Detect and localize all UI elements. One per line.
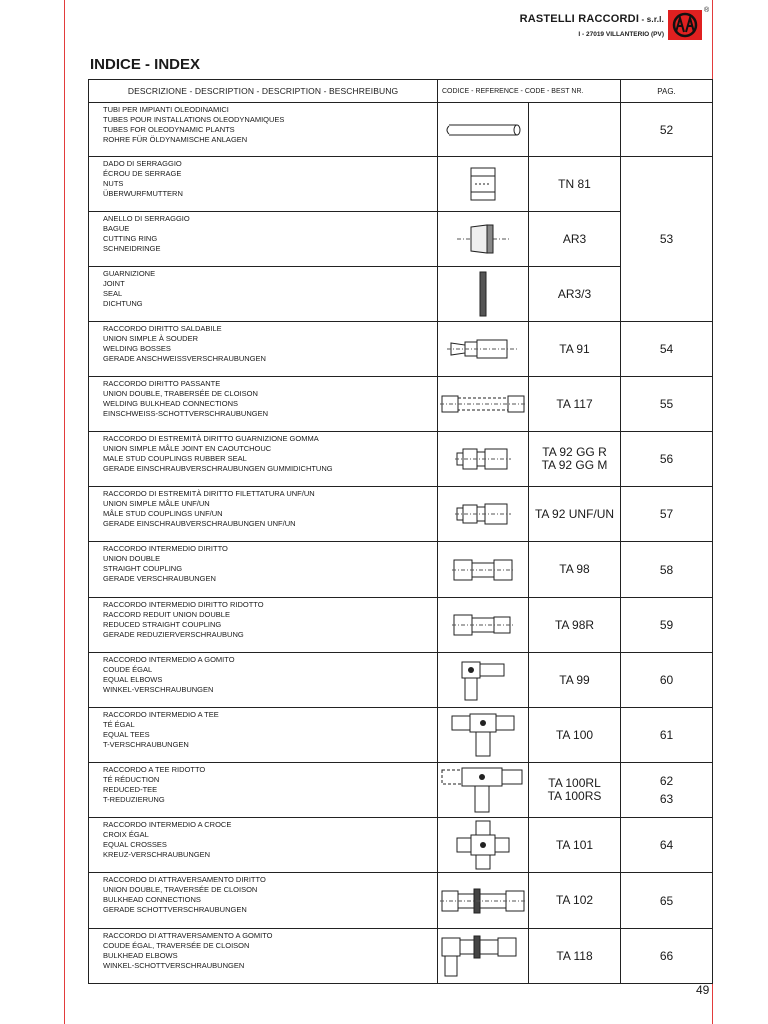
code-cell	[529, 103, 621, 157]
description-line: REDUCED-TEE	[103, 785, 158, 794]
table-row	[89, 487, 713, 542]
code-cell	[529, 598, 621, 653]
company-header	[520, 13, 664, 38]
description-cell	[89, 598, 438, 653]
company-logo-icon	[668, 10, 702, 40]
code-cell	[529, 157, 621, 212]
reference-header: CODICE - REFERENCE - CODE - BEST NR.	[438, 80, 621, 103]
page-cell	[621, 103, 713, 157]
page-cell	[621, 818, 713, 873]
description-cell	[89, 929, 438, 984]
description-line: RACCORDO INTERMEDIO DIRITTO RIDOTTO	[103, 600, 264, 609]
page-number: 49	[696, 983, 710, 997]
description-cell	[89, 267, 438, 322]
description-line: COUDE ÉGAL	[103, 665, 153, 674]
table-row	[89, 818, 713, 873]
description-line: WELDING BULKHEAD CONNECTIONS	[103, 399, 239, 408]
company-name-text: RASTELLI RACCORDI	[519, 13, 640, 25]
page-cell	[621, 873, 713, 929]
nut-icon	[438, 162, 528, 206]
description-line: RACCORDO A TEE RIDOTTO	[103, 765, 206, 774]
page-value: 65	[659, 893, 674, 908]
description-line: WINKEL-SCHOTTVERSCHRAUBUNGEN	[103, 961, 245, 970]
index-table	[88, 79, 713, 984]
description-cell	[89, 103, 438, 157]
description-line: MÂLE STUD COUPLINGS UNF/UN	[103, 509, 223, 518]
description-line: RACCORDO DI ATTRAVERSAMENTO A GOMITO	[103, 931, 273, 940]
page-value: 58	[659, 562, 674, 577]
code-cell	[529, 873, 621, 929]
welding-boss-icon	[438, 331, 528, 367]
code-value: TA 99	[559, 672, 590, 687]
code-cell	[529, 929, 621, 984]
page-value: 66	[659, 949, 674, 963]
bulkhead-icon	[438, 883, 528, 919]
description-line: WELDING BOSSES	[103, 344, 171, 353]
page-cell	[621, 929, 713, 984]
code-value: TA 98	[559, 562, 590, 576]
description-cell	[89, 487, 438, 542]
description-line: ROHRE FÜR ÖLDYNAMISCHE ANLAGEN	[103, 135, 248, 144]
description-line: GERADE VERSCHRAUBUNGEN	[103, 574, 216, 583]
description-line: UNION DOUBLE, TRAVERSÉE DE CLOISON	[103, 885, 258, 894]
code-value: TA 102	[555, 893, 594, 907]
code-cell	[529, 708, 621, 763]
description-cell	[89, 432, 438, 487]
description-line: T-VERSCHRAUBUNGEN	[103, 740, 189, 749]
drawing-cell	[438, 267, 529, 322]
straight-coupling-icon	[438, 553, 528, 587]
code-value: TN 81	[558, 176, 591, 191]
code-cell	[529, 432, 621, 487]
description-line: RACCORDO DI ESTREMITÀ DIRITTO GUARNIZIONE GOMMA	[103, 434, 319, 443]
table-row	[89, 212, 713, 267]
table-row	[89, 708, 713, 763]
page-cell	[621, 763, 713, 818]
description-line: EQUAL TEES	[103, 730, 150, 739]
page-cell	[621, 542, 713, 598]
table-row	[89, 653, 713, 708]
drawing-cell	[438, 708, 529, 763]
description-line: RACCORDO INTERMEDIO A TEE	[103, 710, 219, 719]
description-line: GERADE EINSCHRAUBVERSCHRAUBUNGEN UNF/UN	[103, 519, 296, 528]
page-cell	[621, 432, 713, 487]
page-cell	[621, 377, 713, 432]
page-value: 52	[659, 122, 674, 137]
description-line: TUBES POUR INSTALLATIONS OLEODYNAMIQUES	[103, 115, 285, 124]
description-cell	[89, 763, 438, 818]
cutting-ring-icon	[438, 217, 528, 261]
company-suffix: - s.r.l.	[639, 15, 664, 24]
description-cell	[89, 708, 438, 763]
drawing-cell	[438, 818, 529, 873]
description-line: TUBES FOR OLEODYNAMIC PLANTS	[103, 125, 235, 134]
male-stud-rubber-icon	[438, 443, 528, 475]
code-cell	[529, 818, 621, 873]
description-cell	[89, 212, 438, 267]
code-cell	[529, 267, 621, 322]
code-cell	[529, 653, 621, 708]
page-cell	[621, 653, 713, 708]
table-row	[89, 377, 713, 432]
page-value: 61	[659, 728, 674, 742]
description-line: KREUZ-VERSCHRAUBUNGEN	[103, 850, 211, 859]
description-line: RACCORDO DIRITTO PASSANTE	[103, 379, 221, 388]
description-line: RACCORDO DI ESTREMITÀ DIRITTO FILETTATURA UNF/UN	[103, 489, 315, 498]
drawing-cell	[438, 487, 529, 542]
cross-icon	[438, 819, 528, 871]
description-line: RACCORDO DI ATTRAVERSAMENTO DIRITTO	[103, 875, 266, 884]
description-line: GUARNIZIONE	[103, 269, 156, 278]
code-value: TA 92 GG M	[541, 458, 608, 472]
description-line: REDUCED STRAIGHT COUPLING	[103, 620, 222, 629]
code-cell	[529, 487, 621, 542]
code-value: TA 91	[559, 341, 590, 356]
description-line: COUDE ÉGAL, TRAVERSÉE DE CLOISON	[103, 941, 250, 950]
description-line: UNION DOUBLE	[103, 554, 161, 563]
table-row	[89, 432, 713, 487]
company-address: I - 27019 VILLANTERIO (PV)	[578, 31, 664, 38]
code-value: TA 118	[556, 948, 593, 963]
description-cell	[89, 873, 438, 929]
description-line: WINKEL-VERSCHRAUBUNGEN	[103, 685, 214, 694]
page-value: 57	[659, 507, 674, 521]
code-value: TA 98R	[554, 617, 595, 632]
code-cell	[529, 212, 621, 267]
description-cell	[89, 377, 438, 432]
description-line: ÉCROU DE SERRAGE	[103, 169, 182, 178]
description-line: JOINT	[103, 279, 125, 288]
description-line: RACCORDO INTERMEDIO DIRITTO	[103, 544, 228, 553]
tube-icon	[438, 116, 528, 144]
page-value: 63	[659, 792, 674, 806]
table-row	[89, 103, 713, 157]
description-line: TÉ RÉDUCTION	[103, 775, 160, 784]
table-header-row	[89, 80, 713, 103]
description-line: EQUAL CROSSES	[103, 840, 167, 849]
description-cell	[89, 653, 438, 708]
drawing-cell	[438, 598, 529, 653]
description-line: GERADE ANSCHWEISSVERSCHRAUBUNGEN	[103, 354, 266, 363]
code-cell	[529, 542, 621, 598]
page-title: INDICE - INDEX	[90, 56, 201, 73]
table-row	[89, 598, 713, 653]
description-line: TÉ ÉGAL	[103, 720, 135, 729]
code-value: TA 92 UNF/UN	[534, 506, 615, 521]
page-value: 60	[659, 673, 674, 687]
registered-mark: ®	[704, 7, 710, 14]
code-value: TA 100RL	[548, 776, 601, 790]
description-line: STRAIGHT COUPLING	[103, 564, 183, 573]
page-cell	[621, 598, 713, 653]
seal-icon	[438, 270, 528, 318]
description-line: RACCORD REDUIT UNION DOUBLE	[103, 610, 230, 619]
table-row	[89, 267, 713, 322]
description-line: RACCORDO DIRITTO SALDABILE	[103, 324, 222, 333]
drawing-cell	[438, 432, 529, 487]
description-line: DICHTUNG	[103, 299, 143, 308]
description-cell	[89, 322, 438, 377]
drawing-cell	[438, 322, 529, 377]
description-line: ANELLO DI SERRAGGIO	[103, 214, 190, 223]
table-row	[89, 542, 713, 598]
table-row	[89, 322, 713, 377]
description-line: RACCORDO INTERMEDIO A GOMITO	[103, 655, 235, 664]
page-value: 54	[659, 342, 674, 356]
page-value: 56	[659, 452, 674, 466]
code-cell	[529, 763, 621, 818]
drawing-cell	[438, 377, 529, 432]
page-cell	[621, 708, 713, 763]
code-cell	[529, 377, 621, 432]
description-line: GERADE REDUZIERVERSCHRAUBUNG	[103, 630, 244, 639]
description-line: RACCORDO INTERMEDIO A CROCE	[103, 820, 232, 829]
description-line: UNION DOUBLE, TRABERSÉE DE CLOISON	[103, 389, 258, 398]
male-stud-unf-icon	[438, 498, 528, 530]
drawing-cell	[438, 929, 529, 984]
description-line: UNION SIMPLE MÂLE JOINT EN CAOUTCHOUC	[103, 444, 272, 453]
company-name	[520, 13, 664, 25]
page-cell	[621, 322, 713, 377]
tee-icon	[438, 710, 528, 760]
welding-bulkhead-icon	[438, 388, 528, 420]
page-cell	[621, 487, 713, 542]
drawing-cell	[438, 542, 529, 598]
code-value: TA 92 GG R	[542, 445, 607, 459]
description-line: ÜBERWURFMUTTERN	[103, 189, 183, 198]
reduced-coupling-icon	[438, 608, 528, 642]
table-row	[89, 763, 713, 818]
page-value: 62	[659, 774, 674, 788]
code-value: TA 100RS	[547, 789, 602, 803]
description-line: TUBI PER IMPIANTI OLEODINAMICI	[103, 105, 229, 114]
description-line: CUTTING RING	[103, 234, 158, 243]
bulkhead-elbow-icon	[438, 932, 528, 980]
drawing-cell	[438, 157, 529, 212]
description-cell	[89, 542, 438, 598]
description-line: UNION SIMPLE À SOUDER	[103, 334, 199, 343]
code-value: TA 100	[555, 727, 594, 742]
description-line: DADO DI SERRAGGIO	[103, 159, 182, 168]
description-line: EQUAL ELBOWS	[103, 675, 163, 684]
description-line: MALE STUD COUPLINGS RUBBER SEAL	[103, 454, 247, 463]
drawing-cell	[438, 212, 529, 267]
description-line: SCHNEIDRINGE	[103, 244, 161, 253]
description-line: NUTS	[103, 179, 124, 188]
page-value: 64	[659, 838, 674, 852]
description-line: UNION SIMPLE MÂLE UNF/UN	[103, 499, 210, 508]
description-line: GERADE EINSCHRAUBVERSCHRAUBUNGEN GUMMIDICHTUNG	[103, 464, 333, 473]
code-value: TA 101	[555, 837, 594, 852]
description-line: BULKHEAD ELBOWS	[103, 951, 178, 960]
description-line: BULKHEAD CONNECTIONS	[103, 895, 201, 904]
description-line: EINSCHWEISS-SCHOTTVERSCHRAUBUNGEN	[103, 409, 269, 418]
drawing-cell	[438, 873, 529, 929]
page-value: 55	[659, 397, 674, 411]
description-header: DESCRIZIONE - DESCRIPTION - DESCRIPTION - BESCHREIBUNG	[89, 80, 438, 103]
page-value: 59	[659, 618, 674, 632]
elbow-icon	[438, 656, 528, 704]
drawing-cell	[438, 763, 529, 818]
reduced-tee-icon	[438, 764, 528, 816]
page-value: 53	[659, 232, 674, 246]
description-cell	[89, 818, 438, 873]
description-line: T-REDUZIERUNG	[103, 795, 165, 804]
page-header: PAG.	[621, 80, 713, 103]
description-cell	[89, 157, 438, 212]
code-value: AR3	[562, 231, 587, 246]
code-cell	[529, 322, 621, 377]
table-body	[89, 103, 713, 984]
code-value: AR3/3	[557, 286, 592, 301]
description-line: GERADE SCHOTTVERSCHRAUBUNGEN	[103, 905, 247, 914]
drawing-cell	[438, 653, 529, 708]
description-line: SEAL	[103, 289, 123, 298]
description-line: CROIX ÉGAL	[103, 830, 149, 839]
table-row	[89, 873, 713, 929]
page-cell	[621, 157, 713, 322]
table-row	[89, 157, 713, 212]
description-line: BAGUE	[103, 224, 130, 233]
code-value: TA 117	[556, 396, 593, 411]
drawing-cell	[438, 103, 529, 157]
table-row	[89, 929, 713, 984]
left-margin-line	[64, 0, 65, 1024]
